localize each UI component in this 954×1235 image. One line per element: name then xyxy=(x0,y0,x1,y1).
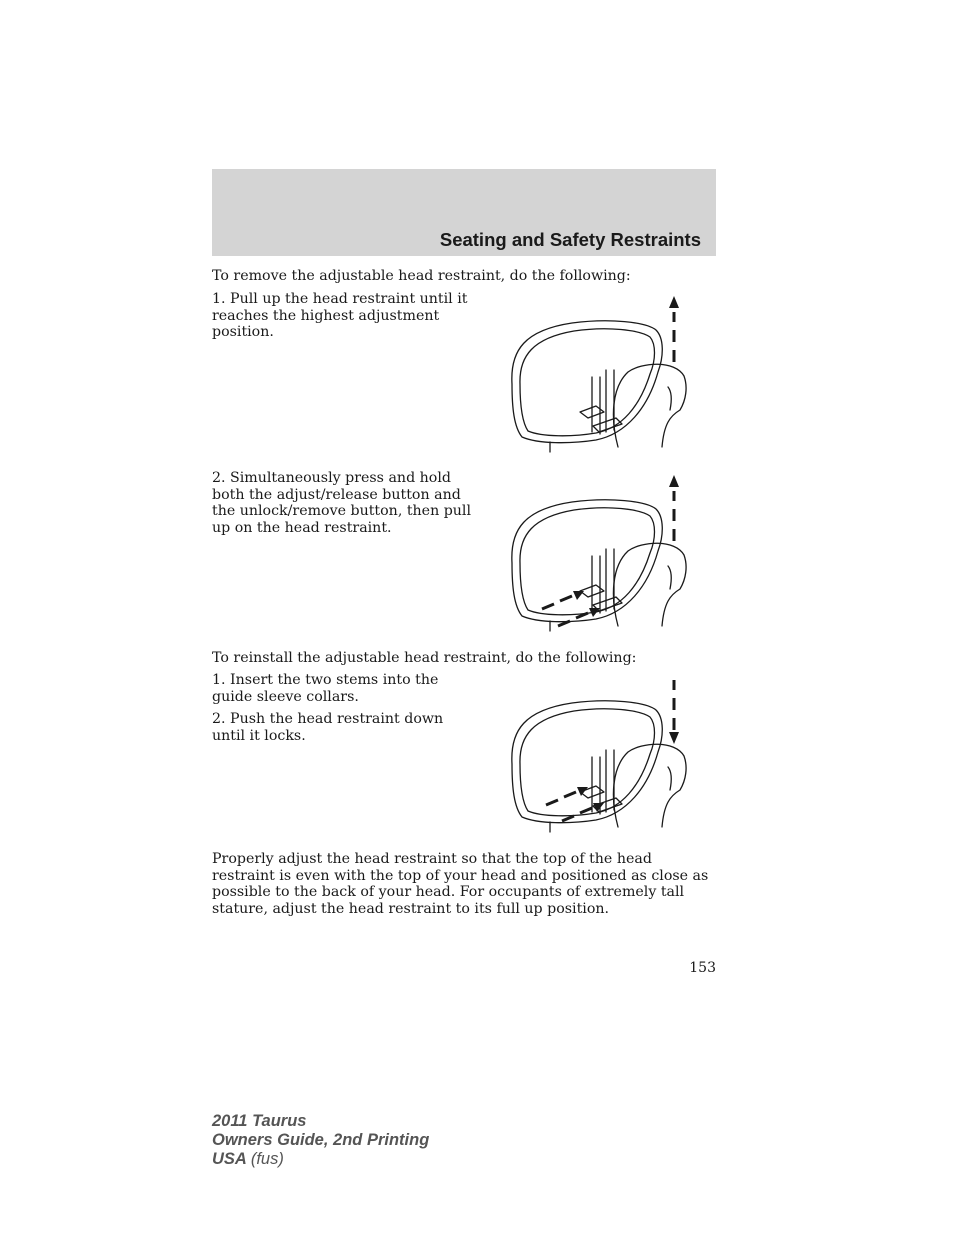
remove-intro: To remove the adjustable head restraint, do the following: xyxy=(212,268,631,284)
reinstall-step-2: 2. Push the head restraint down until it locks. xyxy=(212,711,444,744)
footer-publication-info xyxy=(212,1112,429,1169)
press-release-illustration xyxy=(500,471,700,633)
footer-market-code: (fus) xyxy=(250,1150,284,1168)
page-number: 153 xyxy=(689,960,716,976)
footer-market: USA xyxy=(212,1150,247,1168)
remove-step-2: 2. Simultaneously press and hold both the adjust/release button and the unlock/remove button, then pull up on the head restraint. xyxy=(212,470,472,536)
closing-paragraph: Properly adjust the head restraint so that the top of the head restraint is even with the top of your head and positioned as close as possible to the back of your head. For occupants of extremely tall stature, adjust the head restraint to its full up position. xyxy=(212,851,709,917)
footer-line-model: 2011 Taurus xyxy=(212,1112,307,1130)
remove-step-1: 1. Pull up the head restraint until it reaches the highest adjustment position. xyxy=(212,291,468,341)
reinstall-step-1: 1. Insert the two stems into the guide sleeve collars. xyxy=(212,672,439,705)
footer-line-market xyxy=(212,1150,429,1169)
section-header-band xyxy=(212,169,716,256)
footer-line-guide: Owners Guide, 2nd Printing xyxy=(212,1131,430,1149)
push-down-illustration xyxy=(500,672,700,834)
pull-up-illustration xyxy=(500,292,700,454)
section-title: Seating and Safety Restraints xyxy=(439,229,701,250)
reinstall-intro: To reinstall the adjustable head restraint, do the following: xyxy=(212,650,637,666)
